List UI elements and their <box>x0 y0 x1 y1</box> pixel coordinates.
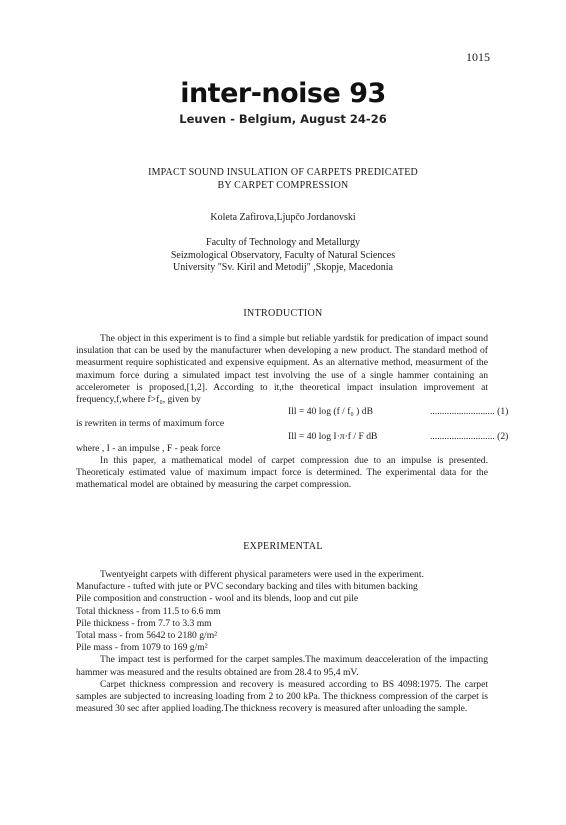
paper-title-line-1: IMPACT SOUND INSULATION OF CARPETS PREDICATED <box>148 167 418 178</box>
experimental-heading: EXPERIMENTAL <box>243 541 323 552</box>
equation-1: Ill = 40 log (f / f₀ ) dB <box>288 406 373 418</box>
where-definition: where , I - an impulse , F - peak force <box>76 442 221 454</box>
equation-1-number: ........................... (1) <box>430 406 509 418</box>
affiliations <box>0 237 566 275</box>
page-number: 1015 <box>466 50 490 64</box>
experimental-body <box>76 569 488 715</box>
introduction-heading: INTRODUCTION <box>243 308 323 319</box>
param-line-6: Pile mass - from 1079 to 169 g/m² <box>76 642 208 654</box>
param-line-5: Total mass - from 5642 to 2180 g/m² <box>76 630 218 642</box>
introduction-paragraph-1: The object in this experiment is to find a simple but reliable yardstik for predication of impact sound insulation that can be used by the manufacturer when developing a new product. The standard method of measurment require sophisticated and expensive equipment. As an alternative method, measurment of the maximum force during a simulated impact test involving the use of a single hammer containing an accelerometer is proposed,[1,2]. According to it,the theoretical impact insulation improvement at frequency,f,where f>f₀, given by <box>76 333 488 406</box>
paper-title-line-2: BY CARPET COMPRESSION <box>217 180 349 191</box>
introduction-paragraph-2: In this paper, a mathematical model of carpet compression due to an impulse is presented. Theoreticaly estimated value of maximum impact force is determined. The experimental data for the mathematical model are obtained by measuring the carpet compression. <box>76 455 488 491</box>
param-line-1: Manufacture - tufted with jute or PVC secondary backing and tiles with bitumen backing <box>76 581 418 593</box>
conference-title: inter-noise 93 <box>180 78 386 109</box>
param-line-3: Total thickness - from 11.5 to 6.6 mm <box>76 605 221 617</box>
param-line-4: Pile thickness - from 7.7 to 3.3 mm <box>76 617 212 629</box>
experimental-intro: Twentyeight carpets with different physical parameters were used in the experiment. <box>100 569 424 580</box>
equation-2: Ill = 40 log I·π·f / F dB <box>288 430 378 442</box>
affiliation-3: University "Sv. Kiril and Metodij" ,Skopje, Macedonia <box>173 262 393 273</box>
rewritten-text: is rewriten in terms of maximum force <box>76 418 225 430</box>
affiliation-2: Seizmological Observatory, Faculty of Natural Sciences <box>170 249 396 261</box>
impact-test-paragraph: The impact test is performed for the carpet samples.The maximum deacceleration of the impacting hammer was measured and the results obtained are from 28.4 to 95,4 mV. <box>76 654 488 678</box>
conference-subtitle: Leuven - Belgium, August 24-26 <box>179 112 387 126</box>
affiliation-1: Faculty of Technology and Metallurgy <box>206 237 360 248</box>
equation-2-number: ........................... (2) <box>430 430 509 442</box>
equation-1-line <box>76 406 509 418</box>
authors: Koleta Zafirova,Ljupčo Jordanovski <box>210 212 356 223</box>
param-line-2: Pile composition and construction - wool and its blends, loop and cut pile <box>76 593 359 605</box>
thickness-paragraph: Carpet thickness compression and recovery is measured according to BS 4098:1975. The carpet samples are subjected to increasing loading from 2 to 200 kPa. The thickness compression of the carpet is measured 30 sec after applied loading.The thickness recovery is measured after unloading the sample. <box>76 678 488 715</box>
introduction-body <box>76 333 509 492</box>
equation-2-line <box>76 430 509 443</box>
paper-title <box>0 166 566 192</box>
